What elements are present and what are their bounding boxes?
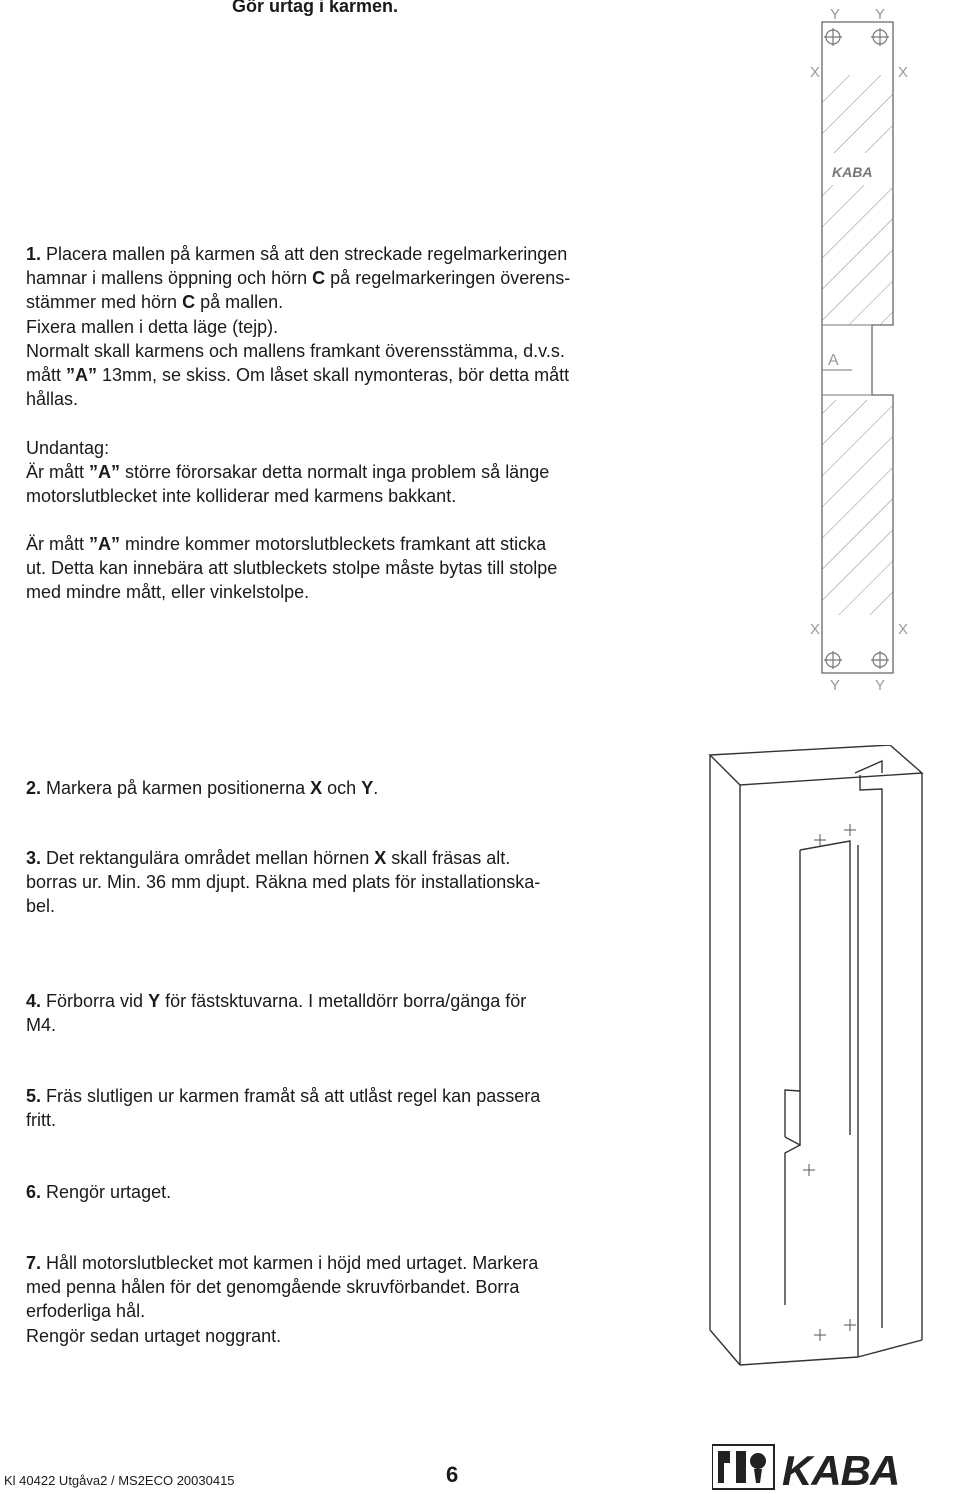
corner-c-label: C [312,268,326,289]
step-text: på mallen. [195,292,284,313]
step-number: 7. [26,1253,42,1273]
step-text: skall fräsas alt. [386,848,511,868]
step-text: bel. [26,896,56,917]
hole-icon [824,28,889,46]
position-y-label: Y [361,778,374,798]
exception-text: mindre kommer motorslutbleckets framkant att sticka [120,534,547,554]
door-frame-diagram [700,745,940,1415]
mounting-template-diagram [800,0,920,700]
step-text: och [322,778,362,798]
step-text: Håll motorslutblecket mot karmen i höjd med urtaget. Markera [41,1253,539,1273]
step-text: 13mm, se skiss. Om låset skall nymonteras, bör detta mått [97,365,570,386]
step-text: Förborra vid [41,991,149,1011]
step-number: 4. [26,991,42,1011]
template-y-label: Y [875,6,886,23]
exception-text: motorslutblecket inte kolliderar med karmens bakkant. [26,486,457,507]
step-text: hamnar i mallens öppning och hörn [26,268,313,289]
corner-c-label: C [182,292,196,313]
step-number: 1. [26,244,42,264]
exception-text: större förorsakar detta normalt inga problem så länge [120,462,550,483]
measure-a-marker: A [828,352,839,369]
exception-section [26,436,549,509]
page-number: 6 [446,1462,459,1487]
step-5 [26,1084,540,1132]
position-x-label: X [310,778,323,798]
step-1 [26,242,570,411]
step-text: Rengör sedan urtaget noggrant. [26,1325,282,1346]
step-text: fritt. [26,1110,56,1131]
position-y-label: Y [148,991,161,1011]
step-text: hållas. [26,389,79,410]
template-y-label: Y [875,677,886,694]
step-number: 5. [26,1086,42,1106]
step-number: 3. [26,848,42,868]
step-text: med penna hålen för det genomgående skruvförbandet. Borra [26,1277,520,1298]
exception-text: med mindre mått, eller vinkelstolpe. [26,582,310,603]
exception-text: Är mått [26,462,90,483]
exception-text: Är mått [26,534,90,554]
step-text: på regelmarkeringen överens- [325,268,571,289]
step-number: 6. [26,1182,42,1202]
step-6 [26,1180,171,1204]
step-text: Markera på karmen positionerna [41,778,311,798]
kaba-logo-text: KABA [782,1447,900,1491]
step-text: mått [26,365,67,386]
step-text: Normalt skall karmens och mallens framkant överensstämma, d.v.s. [26,340,565,361]
template-x-label: X [898,64,909,81]
template-x-label: X [810,621,821,638]
kaba-logo [712,1443,957,1491]
document-code: Kl 40422 Utgåva2 / MS2ECO 20030415 [4,1473,235,1488]
step-text: Placera mallen på karmen så att den streckade regelmarkeringen [46,244,568,264]
step-text: Rengör urtaget. [41,1182,172,1202]
step-text: Det rektangulära området mellan hörnen [41,848,375,868]
measure-a-label: ”A” [66,365,98,386]
step-text: för fästsktuvarna. I metalldörr borra/gänga för [160,991,527,1011]
step-text: . [373,778,379,798]
step-text: M4. [26,1015,57,1036]
measure-a-label: ”A” [89,462,121,483]
template-brand-logo: KABA [832,164,873,180]
template-y-label: Y [830,677,841,694]
template-x-label: X [810,64,821,81]
step-3 [26,846,540,919]
measure-a-label: ”A” [89,534,121,554]
step-text: erfoderliga hål. [26,1301,146,1322]
page-title: Gör urtag i karmen. [232,0,399,16]
step-text: Fixera mallen i detta läge (tejp). [26,316,279,337]
template-x-label: X [898,621,909,638]
hole-icon [824,651,889,669]
step-text: Fräs slutligen ur karmen framåt så att utlåst regel kan passera [41,1086,541,1106]
step-2 [26,776,378,800]
step-4 [26,989,526,1037]
exception-label: Undantag: [26,438,110,458]
position-x-label: X [374,848,387,868]
template-y-label: Y [830,6,841,23]
step-text: borras ur. Min. 36 mm djupt. Räkna med plats för installationska- [26,872,541,893]
step-text: stämmer med hörn [26,292,183,313]
step-7 [26,1251,538,1348]
exception-text: ut. Detta kan innebära att slutbleckets stolpe måste bytas till stolpe [26,558,558,579]
exception-section-2 [26,532,557,605]
step-number: 2. [26,778,42,798]
